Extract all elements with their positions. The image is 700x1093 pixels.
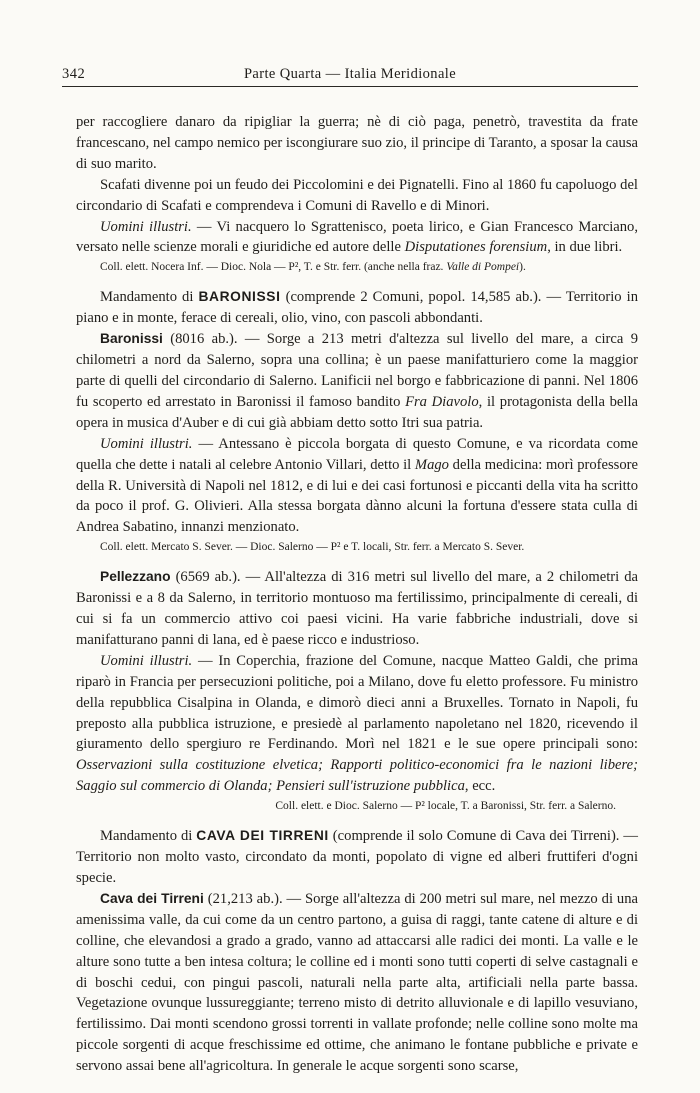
illustri-label: Uomini illustri. [100, 435, 193, 452]
paragraph-baronissi-illustri: Uomini illustri. — Antessano è piccola borgata di questo Comune, e va ricordata come quella che dette i natali al celebre Antonio Villari, detto il Mago della medicina: morì professore della R. Università di Napoli nel 1812, e di lui e dei casi fortunosi e piccanti della vita ha scritto da poco il prof. G. Olivieri. Alla stessa borgata dànno alcuni la fortuna d'essere stata culla di Andrea Sabatino, innanzi menzionato. [76, 435, 638, 536]
comune-name: Cava dei Tirreni [100, 890, 204, 906]
running-title: Parte Quarta — Italia Meridionale [243, 66, 457, 82]
mandamento-name: CAVA DEI TIRRENI [196, 828, 329, 844]
works-list: Osservazioni sulla costituzione elvetica; Rapporti politico-economici fra le nazioni libere; Saggio sul commercio di Olanda; Pensieri sull'istruzione pubblica [76, 757, 638, 795]
text-body [76, 112, 638, 1077]
page-number: 342 [62, 66, 86, 82]
paragraph-scafati-end: per raccogliere danaro da ripigliar la guerra; nè di ciò paga, penetrò, travestita da frate francescano, nel campo nemico per iscongiurare suo zio, il principe di Taranto, a sposar la causa di suo marito. [76, 114, 638, 172]
illustri-label: Uomini illustri. [100, 652, 193, 669]
mandamento-baronissi: Mandamento di BARONISSI (comprende 2 Comuni, popol. 14,585 ab.). — Territorio in piano e in monte, ferace di cereali, olio, vino, con pascoli abbondanti. [76, 289, 638, 327]
paragraph-scafati-illustri: Uomini illustri. — Vi nacquero lo Sgrattenisco, poeta lirico, e Gian Francesco Marciano, versato nelle scienze morali e giuridiche ed autore delle Disputationes forensium, in due libri. [76, 218, 638, 256]
paragraph-scafati-feudo: Scafati divenne poi un feudo dei Piccolomini e dei Pignatelli. Fino al 1860 fu capoluogo del circondario di Scafati e comprendeva i Comuni di Ravello e di Minori. [76, 176, 638, 214]
note-pellezzano: Coll. elett. e Dioc. Salerno — P² locale, T. a Baronissi, Str. ferr. a Salerno. [275, 800, 616, 813]
comune-name: Pellezzano [100, 569, 171, 585]
mandamento-cava: Mandamento di CAVA DEI TIRRENI (comprende il solo Comune di Cava dei Tirreni). — Territorio non molto vasto, circondato da monti, popolato di vigne ed alberi fruttiferi d'ogni specie. [76, 828, 638, 886]
work-title: Disputationes forensium [404, 239, 548, 256]
note-scafati: Coll. elett. Nocera Inf. — Dioc. Nola — P², T. e Str. ferr. (anche nella fraz. Valle di Pompei). [100, 261, 526, 274]
paragraph-baronissi: Baronissi (8016 ab.). — Sorge a 213 metri d'altezza sul livello del mare, a circa 9 chilometri a nord da Salerno, sopra una collina; è un paese manifatturiero come la maggior parte di quelli del circondario di Salerno. Lanificii nel borgo e fabbricazione di panni. Nel 1806 fu scoperto ed arrestato in Baronissi il famoso bandito Fra Diavolo, il protagonista della bella opera in musica d'Auber e di cui già abbiam detto sotto Itri sua patria. [76, 331, 638, 431]
paragraph-pellezzano: Pellezzano (6569 ab.). — All'altezza di 316 metri sul livello del mare, a 2 chilometri da Baronissi e a 8 da Salerno, in territorio montuoso ma fertilissimo, principalmente di cereali, di cui si fa un commercio attivo coi paesi vicini. Ha varie fabbriche industriali, dove si manifatturano panni di lana, ed è paese ricco e industrioso. [76, 569, 638, 648]
running-header [62, 64, 638, 87]
note-baronissi: Coll. elett. Mercato S. Sever. — Dioc. Salerno — P² e T. locali, Str. ferr. a Mercato S. Sever. [100, 541, 525, 554]
paragraph-pellezzano-illustri: Uomini illustri. — In Coperchia, frazione del Comune, nacque Matteo Galdi, che prima riparò in Francia per persecuzioni politiche, poi a Milano, dove fu eletto professore. Fu ministro della repubblica Cisalpina in Olanda, e dimorò dieci anni a Bruxelles. Tornato in Napoli, fu preposto alla pubblica istruzione, e presiedè al parlamento napoletano nel 1820, ricevendo il giuramento dello spergiuro re Ferdinando. Morì nel 1821 e le sue opere principali sono: Osservazioni sulla costituzione elvetica; Rapporti politico-economici fra le nazioni libere; Saggio sul commercio di Olanda; Pensieri sull'istruzione pubblica, ecc. [76, 652, 638, 795]
illustri-label: Uomini illustri. [100, 218, 192, 235]
mandamento-name: BARONISSI [198, 289, 281, 305]
comune-name: Baronissi [100, 331, 163, 347]
paragraph-cava: Cava dei Tirreni (21,213 ab.). — Sorge all'altezza di 200 metri sul mare, nel mezzo di una amenissima valle, da cui come da un centro partono, a guisa di raggi, tante catene di alture e di colline, che elevandosi a grado a grado, vanno ad attaccarsi alle radici dei monti. La valle e le alture sono tutte a ben intesa coltura; le colline ed i monti sono tutti coperti di selve castagnali e di boschi cedui, con pingui pascoli, naturali nella parte alta, artificiali nella parte bassa. Vegetazione ovunque lussureggiante; terreno misto di detrito alluvionale e di lapillo vesuviano, fertilissimo. Dai monti scendono grossi torrenti in vallate profonde; nelle colline sono molte ma piccole sorgenti di acque freschissime ed ottime, che animano le fontane pubbliche e private e servono assai bene all'agricoltura. In generale le acque sorgenti sono scarse, [76, 890, 638, 1075]
